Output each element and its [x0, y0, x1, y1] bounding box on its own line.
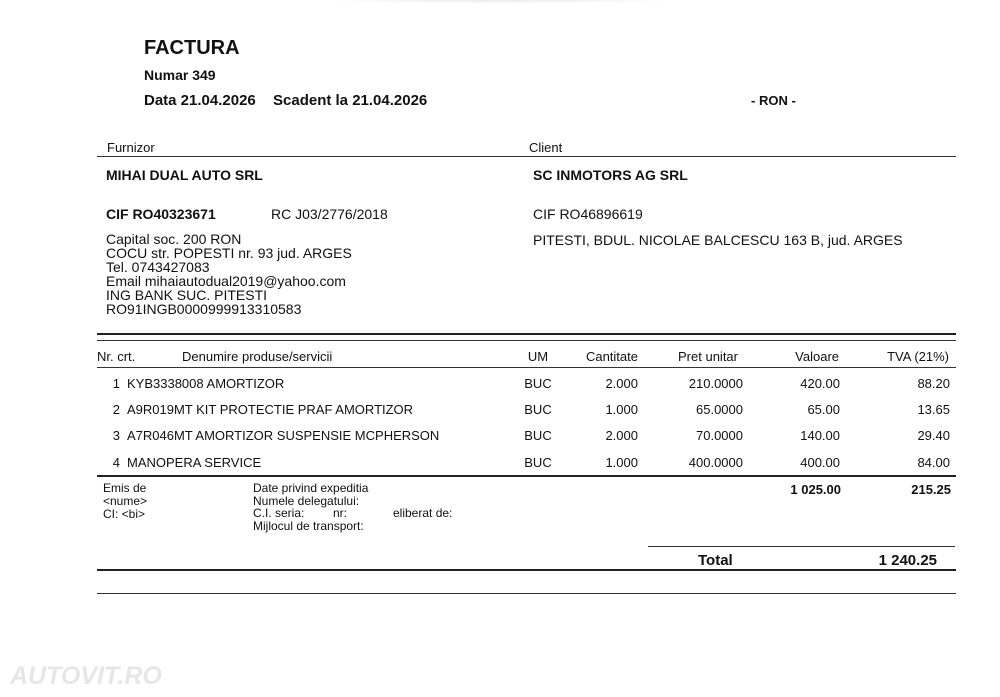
row-name: KYB3338008 AMORTIZOR: [127, 376, 285, 391]
row-um: BUC: [524, 455, 552, 470]
col-header-price: Pret unitar: [678, 349, 738, 364]
col-header-nr: Nr. crt.: [97, 349, 136, 364]
row-um: BUC: [524, 428, 552, 443]
invoice-date: Data 21.04.2026: [144, 92, 256, 109]
expedition-ci-line: [253, 506, 453, 520]
client-address: PITESTI, BDUL. NICOLAE BALCESCU 163 B, jud. ARGES: [533, 232, 903, 248]
row-vat: 13.65: [917, 402, 950, 417]
divider-total-bottom: [97, 569, 956, 571]
divider-table-top: [97, 333, 956, 335]
supplier-cif: CIF RO40323671: [106, 206, 216, 222]
row-um: BUC: [524, 376, 552, 391]
row-nr: 2: [112, 402, 120, 417]
divider-rows-bottom: [97, 475, 956, 477]
row-name: MANOPERA SERVICE: [127, 455, 262, 470]
row-value: 400.00: [800, 455, 840, 470]
divider-page-bottom: [97, 593, 956, 594]
col-header-vat: TVA (21%): [887, 349, 949, 364]
total-value: 1 240.25: [878, 552, 937, 569]
total-label: Total: [698, 552, 733, 569]
divider-table-top-2: [97, 340, 956, 341]
supplier-capital: Capital soc. 200 RON: [106, 231, 242, 247]
row-name: A9R019MT KIT PROTECTIE PRAF AMORTIZOR: [127, 402, 414, 417]
row-value: 140.00: [800, 428, 840, 443]
issuer-label: Emis de: [103, 481, 147, 495]
invoice-number: Numar 349: [144, 67, 216, 83]
expedition-delegate: Numele delegatului:: [253, 493, 360, 508]
col-header-um: UM: [527, 349, 549, 364]
row-price: 400.0000: [688, 455, 743, 470]
invoice-title: FACTURA: [144, 37, 240, 59]
supplier-details: [106, 232, 352, 316]
row-vat: 29.40: [917, 428, 950, 443]
row-price: 210.0000: [688, 376, 743, 391]
row-vat: 84.00: [917, 455, 950, 470]
row-nr: 3: [112, 428, 120, 443]
expedition-block: [253, 481, 453, 533]
divider-total-top: [648, 546, 955, 547]
row-qty: 1.000: [605, 455, 638, 470]
row-um: BUC: [524, 402, 552, 417]
row-price: 65.0000: [696, 402, 743, 417]
supplier-rc: RC J03/2776/2018: [271, 206, 388, 222]
supplier-address: COCU str. POPESTI nr. 93 jud. ARGES: [106, 245, 352, 261]
expedition-title: Date privind expeditia: [253, 481, 369, 495]
col-header-value: Valoare: [795, 349, 839, 364]
client-cif: CIF RO46896619: [533, 206, 643, 222]
supplier-bank: ING BANK SUC. PITESTI: [106, 287, 268, 303]
row-name: A7R046MT AMORTIZOR SUSPENSIE MCPHERSON: [127, 428, 440, 443]
expedition-issued-by: eliberat de:: [393, 506, 453, 520]
row-nr: 4: [112, 455, 120, 470]
subtotal-vat: 215.25: [911, 482, 951, 497]
issuer-name: <nume>: [103, 494, 148, 508]
row-vat: 88.20: [917, 376, 950, 391]
invoice-currency: - RON -: [751, 93, 796, 108]
issuer-ci: CI: <bi>: [103, 507, 146, 521]
col-header-qty: Cantitate: [585, 349, 638, 364]
expedition-transport: Mijlocul de transport:: [253, 518, 364, 533]
row-qty: 1.000: [605, 402, 638, 417]
supplier-email: Email mihaiautodual2019@yahoo.com: [106, 273, 346, 289]
subtotal-value: 1 025.00: [790, 482, 841, 497]
row-value: 420.00: [800, 376, 840, 391]
expedition-ci-series: C.I. seria:: [253, 506, 305, 520]
client-label: Client: [529, 140, 563, 155]
supplier-name: MIHAI DUAL AUTO SRL: [106, 167, 263, 183]
supplier-iban: RO91INGB0000999913310583: [106, 301, 302, 317]
top-shadow: [300, 0, 700, 4]
supplier-label: Furnizor: [107, 140, 155, 155]
row-price: 70.0000: [696, 428, 743, 443]
supplier-phone: Tel. 0743427083: [106, 259, 210, 275]
invoice-due-date: Scadent la 21.04.2026: [273, 92, 428, 109]
row-value: 65.00: [807, 402, 840, 417]
row-qty: 2.000: [605, 428, 638, 443]
watermark-logo: AUTOVIT.RO: [10, 662, 162, 690]
expedition-ci-nr: nr:: [333, 506, 348, 520]
row-nr: 1: [112, 376, 120, 391]
divider-parties: [97, 156, 956, 157]
col-header-name: Denumire produse/servicii: [182, 349, 333, 364]
client-name: SC INMOTORS AG SRL: [533, 167, 688, 183]
issuer-block: [103, 482, 147, 521]
divider-header-bottom: [97, 367, 956, 368]
row-qty: 2.000: [605, 376, 638, 391]
